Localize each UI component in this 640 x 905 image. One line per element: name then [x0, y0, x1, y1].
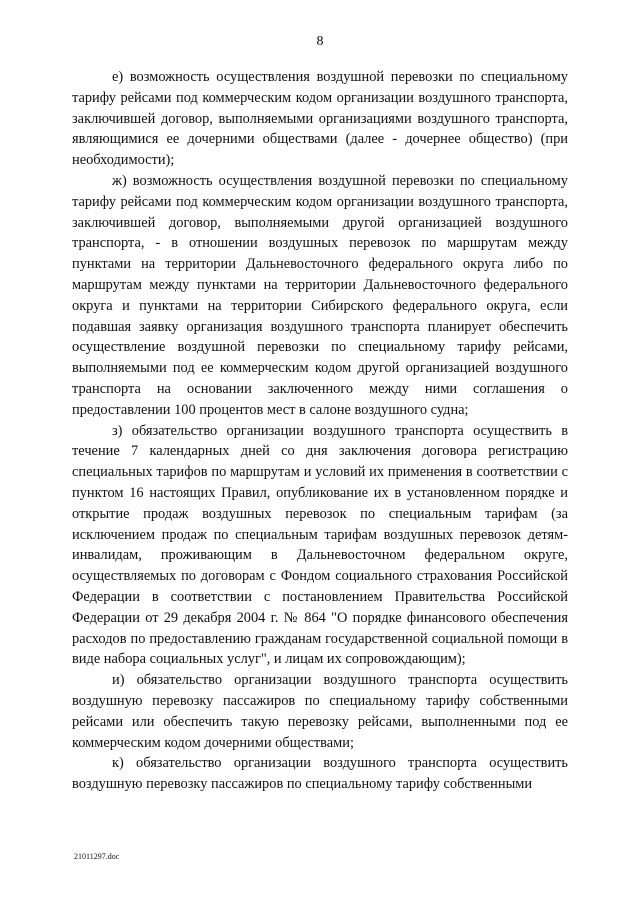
paragraph-z: з) обязательство организации воздушного транспорта осуществить в течение 7 календарных дней со дня заключения договора регистрацию специальных тарифов по маршрутам и условий их применения в соответствии с пунктом 16 настоящих Правил, опубликование их в установленном порядке и открытие продаж воздушных перевозок по специальным тарифам (за исключением продаж по специальным тарифам воздушных перевозок детям-инвалидам, проживающим в Дальневосточном федеральном округе, осуществляемых по договорам с Фондом социального страхования Российской Федерации в соответствии с постановлением Правительства Российской Федерации от 29 декабря 2004 г. № 864 "О порядке финансового обеспечения расходов по предоставлению гражданам государственной социальной помощи в виде набора социальных услуг", и лицам их сопровождающим);	[72, 422, 568, 668]
document-file-code: 21011297.doc	[74, 852, 120, 861]
paragraph-k: к) обязательство организации воздушного транспорта осуществить воздушную перевозку пассажиров по специальному тарифу собственными	[72, 755, 568, 793]
paragraph-i: и) обязательство организации воздушного транспорта осуществить воздушную перевозку пассажиров по специальному тарифу собственными рейсами или обеспечить такую перевозку рейсами, выполненными под ее коммерческим кодом дочерними обществами;	[72, 672, 568, 751]
page-number: 8	[316, 34, 324, 49]
paragraph-e: е) возможность осуществления воздушной перевозки по специальному тарифу рейсами под коммерческим кодом организации воздушного транспорта, заключившей договор, выполняемыми организациями воздушного транспорта, являющимися ее дочерними обществами (далее - дочернее общество) (при необходимости);	[72, 69, 568, 169]
paragraph-zh: ж) возможность осуществления воздушной перевозки по специальному тарифу рейсами под коммерческим кодом организации воздушного транспорта, заключившей договор, выполняемыми другой организацией воздушного транспорта, - в отношении воздушных перевозок по маршрутам между пунктами на территории Дальневосточного федерального округа либо по маршрутам между пунктами на территории Дальневосточного федерального округа и пунктами на территории Сибирского федерального округа, если подавшая заявку организация воздушного транспорта планирует обеспечить осуществление воздушной перевозки по специальному тарифу рейсами, выполняемыми под ее коммерческим кодом другой организацией воздушного транспорта на основании заключенного между ними соглашения о предоставлении 100 процентов мест в салоне воздушного судна;	[72, 172, 568, 418]
document-body	[72, 67, 568, 795]
